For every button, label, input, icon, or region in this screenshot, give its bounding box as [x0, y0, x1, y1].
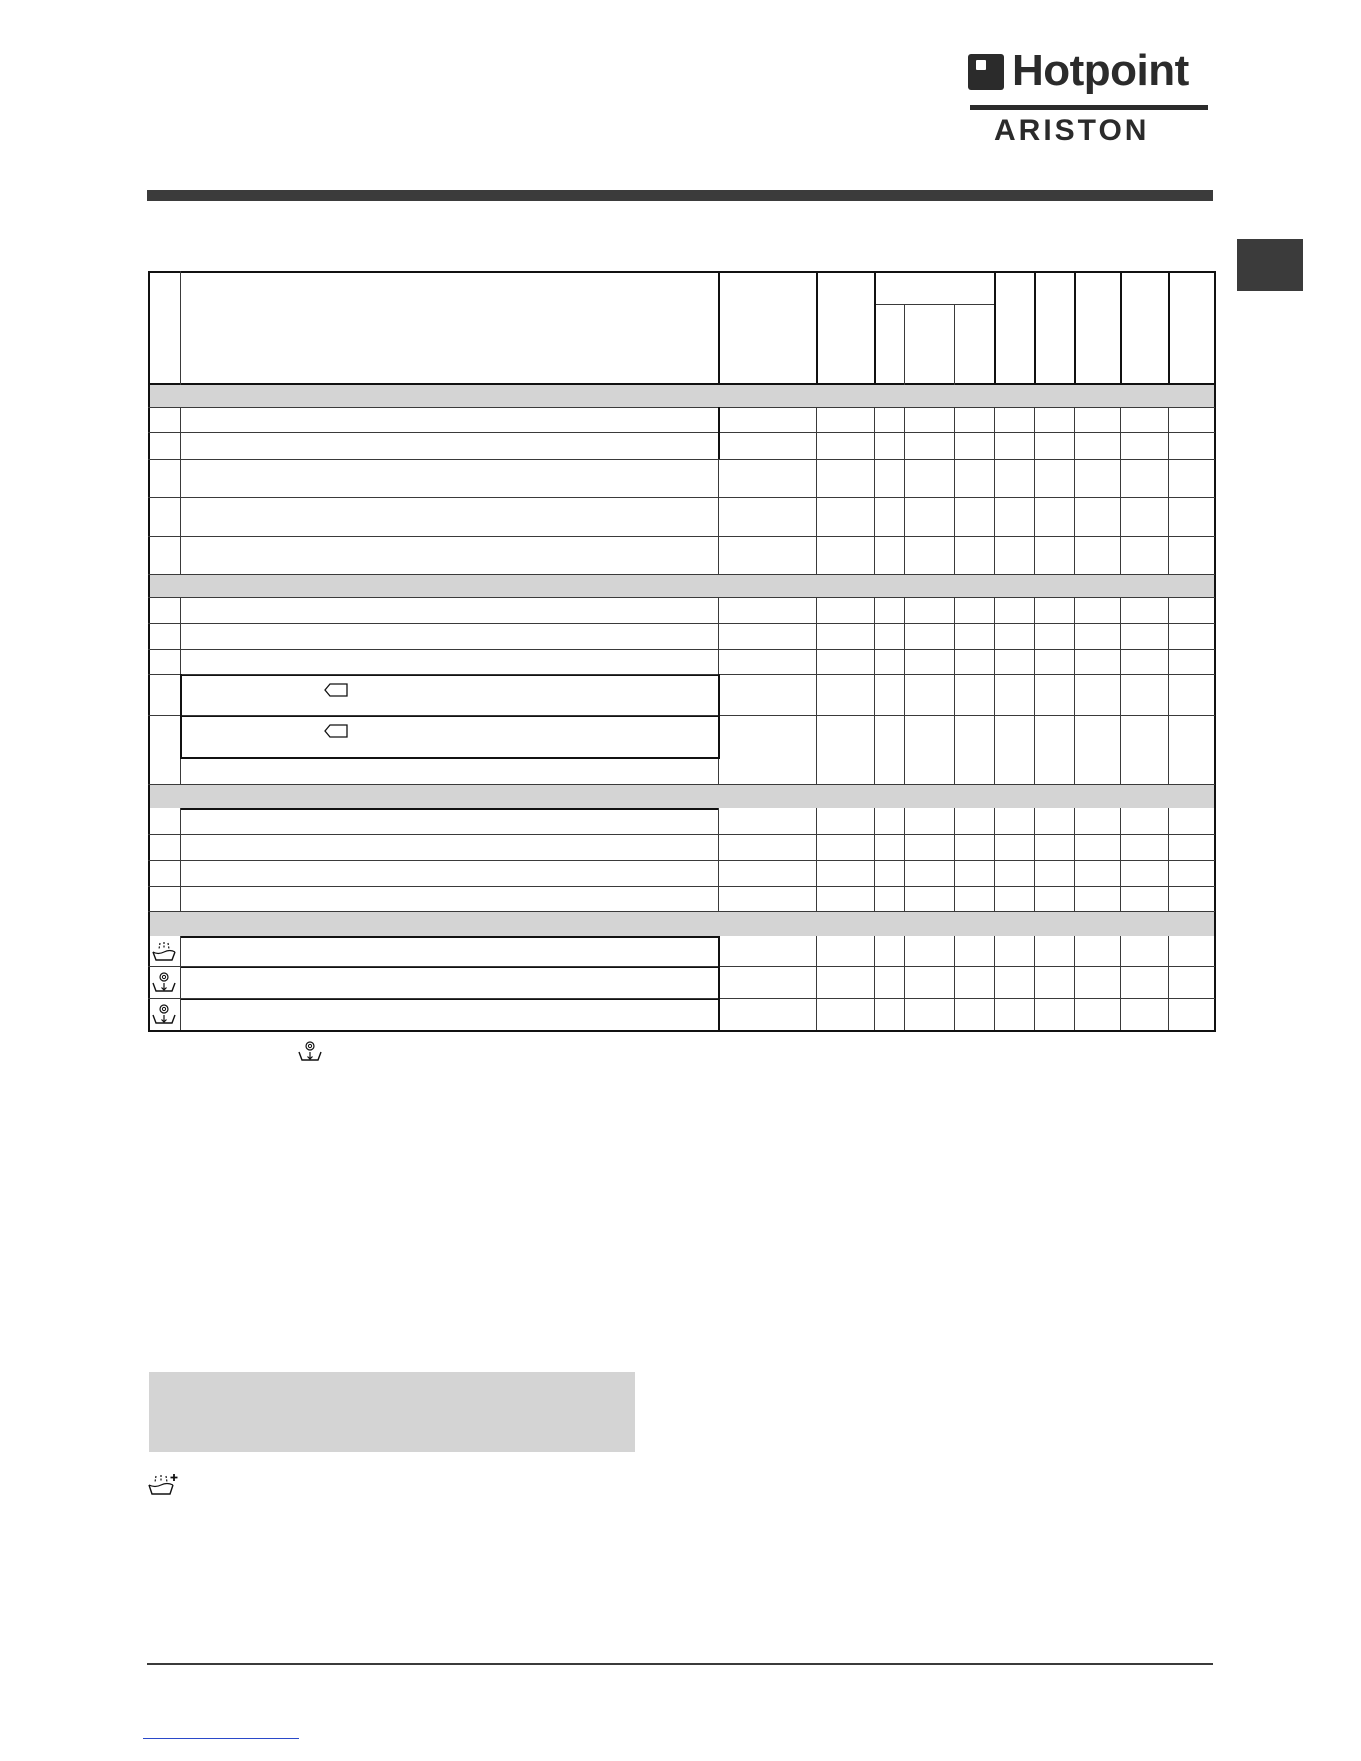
- spin-basin-icon: [297, 1040, 323, 1062]
- brand-logo: [968, 46, 1210, 147]
- logo-divider: [970, 105, 1208, 110]
- info-box: [149, 1372, 635, 1452]
- brand-subname: ARISTON: [994, 114, 1150, 147]
- drain-basin-icon: [151, 1003, 177, 1025]
- language-tab: [1237, 239, 1303, 291]
- header-rule: [147, 190, 1213, 201]
- section-band: [148, 385, 1214, 407]
- section-band: [148, 575, 1214, 597]
- footer-link[interactable]: [143, 1738, 299, 1739]
- footer-rule: [147, 1663, 1213, 1665]
- rinse-basin-icon: [151, 940, 177, 962]
- tag-arrow-icon: [324, 683, 348, 697]
- section-band: [148, 912, 1214, 936]
- extra-rinse-icon: [147, 1472, 179, 1496]
- logo-mark-icon: [968, 54, 1004, 90]
- tag-arrow-icon: [324, 724, 348, 738]
- section-band: [148, 785, 1214, 808]
- spin-basin-icon: [151, 971, 177, 993]
- brand-name: Hotpoint: [1012, 46, 1189, 95]
